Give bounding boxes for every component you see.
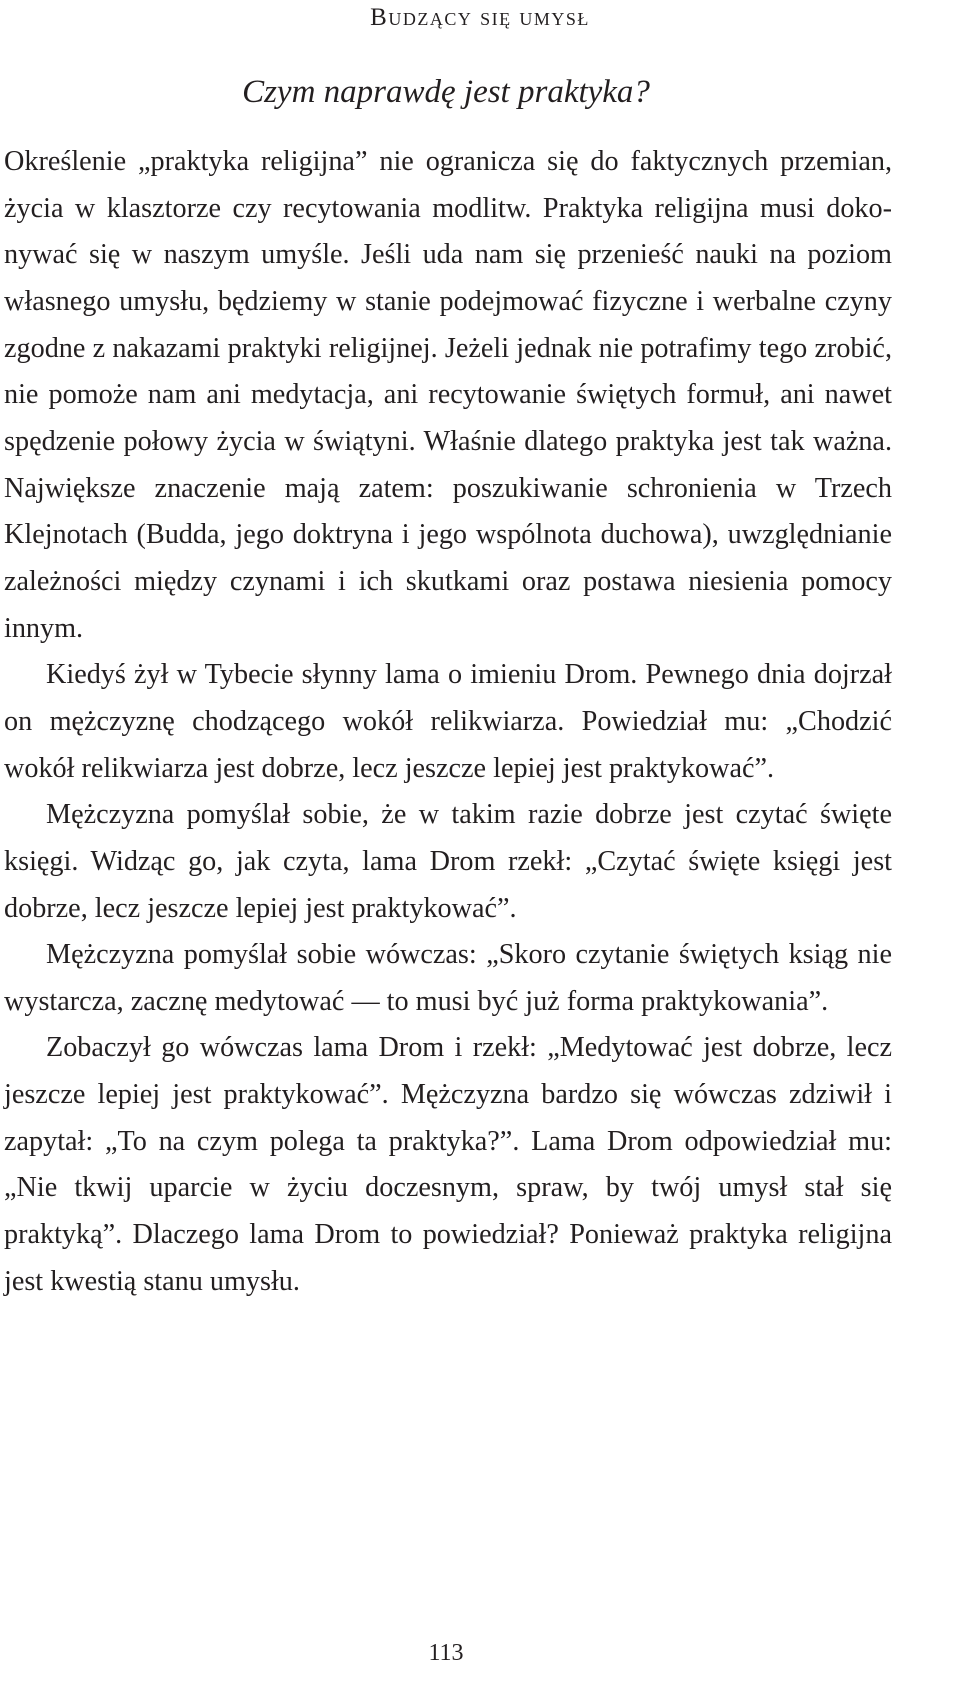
paragraph-4: Mężczyzna pomyślał sobie wówczas: „Skoro czytanie świętych ksiąg nie wystarcza, zacznę medytować — to musi być już forma praktykowania”. bbox=[4, 939, 892, 1017]
section-title: Czym naprawdę jest praktyka? bbox=[242, 74, 650, 110]
page-number: 113 bbox=[428, 1640, 464, 1666]
paragraph-5: Zobaczył go wówczas lama Drom i rzekł: „Medytować jest dobrze, lecz jeszcze lepiej jest praktykować”. Mężczyzna bardzo się wówczas zdziwił i zapytał: „To na czym polega ta praktyka?”. Lama Drom odpowiedział mu: „Nie tkwij uparcie w życiu doczesnym, spraw, by twój umysł stał się praktyką”. Dlaczego lama Drom to powiedział? Ponieważ praktyka religijna jest kwestią stanu umysłu. bbox=[4, 1032, 892, 1297]
body-text bbox=[4, 139, 892, 1305]
running-header: Budzący się umysł bbox=[370, 4, 590, 31]
paragraph-2: Kiedyś żył w Tybecie słynny lama o imieniu Drom. Pewnego dnia dojrzał on mężczyznę chodzącego wokół relikwiarza. Powiedział mu: „Chodzić wokół relikwiarza jest dobrze, lecz jeszcze lepiej jest praktykować”. bbox=[4, 659, 892, 784]
paragraph-1: Określenie „praktyka religijna” nie ogranicza się do faktycznych przemian, życia w klasztorze czy recytowania modlitw. Praktyka religijna musi dokonywać się w naszym umyśle. Jeśli uda nam się przenieść nauki na poziom własnego umysłu, będziemy w stanie podejmować fizyczne i werbalne czyny zgodne z nakazami praktyki religijnej. Jeżeli jednak nie potrafimy tego zrobić, nie pomoże nam ani medytacja, ani recytowanie świętych formuł, ani nawet spędzenie połowy życia w świątyni. Właśnie dlatego praktyka jest tak ważna. Największe znaczenie mają zatem: poszukiwanie schronienia w Trzech Klejnotach (Budda, jego doktryna i jego wspólnota duchowa), uwzględnianie zależności między czynami i ich skutkami oraz postawa niesienia pomocy innym. bbox=[4, 146, 892, 644]
paragraph-3: Mężczyzna pomyślał sobie, że w takim razie dobrze jest czytać święte księgi. Widząc go, jak czyta, lama Drom rzekł: „Czytać święte księgi jest dobrze, lecz jeszcze lepiej jest praktykować”. bbox=[4, 799, 892, 924]
